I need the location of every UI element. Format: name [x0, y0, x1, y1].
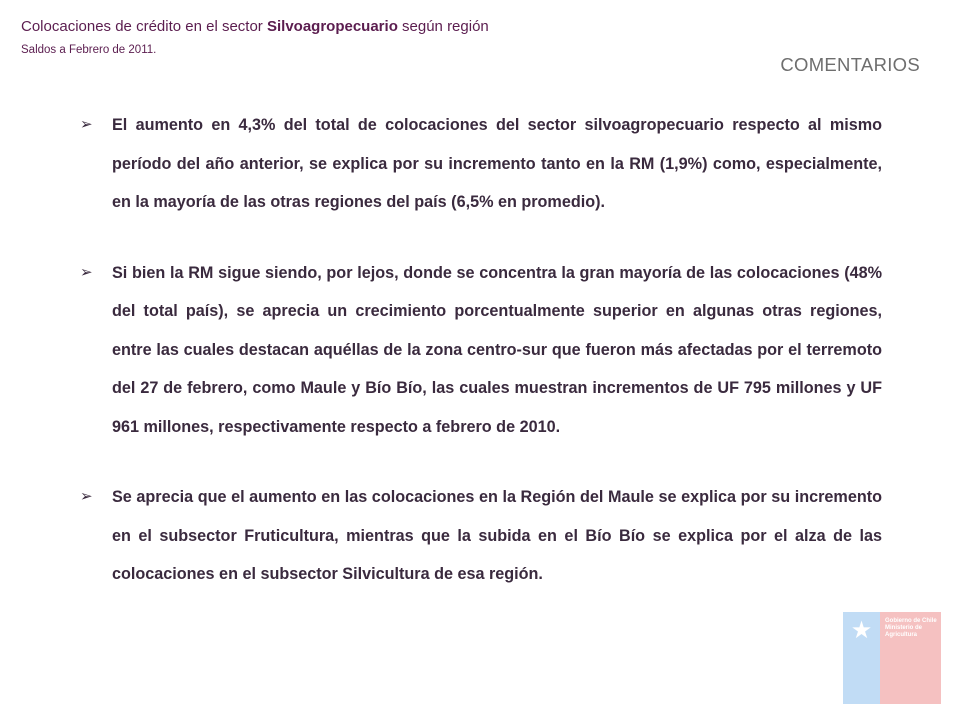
page-title-prefix: Colocaciones de crédito en el sector	[21, 18, 267, 35]
ministry-logo	[843, 612, 941, 704]
comment-text: Si bien la RM sigue siendo, por lejos, donde se concentra la gran mayoría de las colocaciones (48% del total país), se aprecia un crecimiento porcentualmente superior en algunas otras regiones, entre las cuales destacan aquéllas de la zona centro-sur que fueron más afectadas por el terremoto del 27 de febrero, como Maule y Bío Bío, las cuales muestran incrementos de UF 795 millones y UF 961 millones, respectivamente respecto a febrero de 2010.	[112, 263, 882, 436]
section-title: COMENTARIOS	[780, 54, 920, 75]
arrow-bullet-icon: ➢	[80, 263, 93, 281]
page-title	[21, 18, 489, 35]
logo-line-1: Gobierno de Chile	[885, 618, 937, 624]
logo-line-3: Agricultura	[885, 632, 918, 638]
page-title-suffix: según región	[397, 18, 489, 35]
comment-list	[80, 106, 882, 626]
comment-text: El aumento en 4,3% del total de colocaciones del sector silvoagropecuario respecto al mismo período del año anterior, se explica por su incremento tanto en la RM (1,9%) como, especialmente, en la mayoría de las otras regiones del país (6,5% en promedio).	[112, 116, 882, 211]
comment-item	[80, 478, 882, 594]
arrow-bullet-icon: ➢	[80, 488, 93, 505]
page-title-bold: Silvoagropecuario	[266, 18, 398, 35]
comment-text: Se aprecia que el aumento en las colocaciones en la Región del Maule se explica por su incremento en el subsector Fruticultura, mientras que la subida en el Bío Bío se explica por el alza de las colocaciones en el subsector Silvicultura de esa región.	[112, 488, 882, 583]
logo-text	[885, 618, 937, 639]
logo-line-2: Ministerio de	[885, 625, 923, 631]
comment-item	[80, 254, 882, 447]
star-icon: ★	[850, 617, 873, 644]
comment-item	[80, 106, 882, 222]
arrow-bullet-icon: ➢	[80, 116, 93, 133]
page-subtitle: Saldos a Febrero de 2011.	[21, 44, 157, 56]
